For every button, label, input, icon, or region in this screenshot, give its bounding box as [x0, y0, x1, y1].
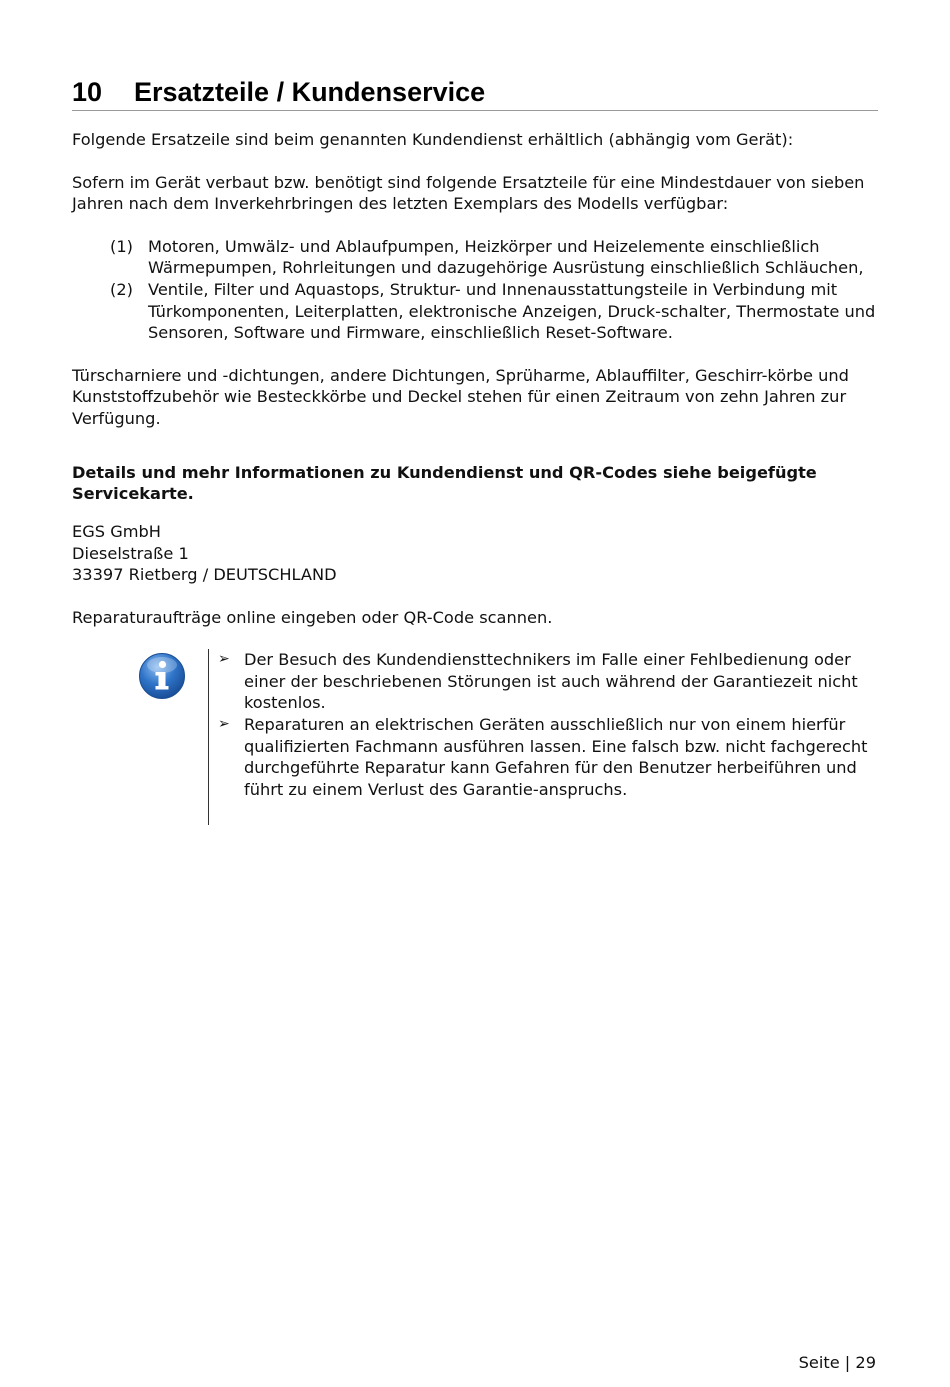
parts-list: [72, 236, 878, 344]
info-item-text: Reparaturen an elektrischen Geräten ausschließlich nur von einem hierfür qualifizierten Fachmann ausführen lassen. Eine falsch bzw. nicht fachgerecht durchgeführte Reparatur kann Gefahren für den Benutzer herbeiführen und führt zu einem Verlust des Garantie-anspruchs.: [244, 715, 868, 799]
info-list-item: [218, 649, 878, 714]
ten-years-paragraph: Türscharniere und -dichtungen, andere Dichtungen, Sprüharme, Ablauffilter, Geschirr-körbe und Kunststoffzubehör wie Besteckkörbe und Deckel stehen für einen Zeitraum von zehn Jahren zur Verfügung.: [72, 365, 849, 428]
info-divider: [208, 649, 209, 825]
address-street: Dieselstraße 1: [72, 543, 189, 563]
section-title: Ersatzteile / Kundenservice: [134, 77, 486, 107]
info-item-text: Der Besuch des Kundendiensttechnikers im Falle einer Fehlbedienung oder einer der beschriebenen Störungen ist auch während der Garantiezeit nicht kostenlos.: [244, 650, 858, 713]
list-item-text: Motoren, Umwälz- und Ablaufpumpen, Heizkörper und Heizelemente einschließlich Wärmepumpen, Rohrleitungen und dazugehörige Ausrüstung einschließlich Schläuchen,: [148, 236, 864, 278]
arrow-bullet-icon: ➢: [218, 716, 230, 733]
document-page: [72, 0, 878, 825]
section-number: 10: [72, 77, 103, 107]
address-city: 33397 Rietberg / DEUTSCHLAND: [72, 565, 337, 585]
page-footer: Seite | 29: [798, 1353, 876, 1372]
availability-paragraph: Sofern im Gerät verbaut bzw. benötigt sind folgende Ersatzteile für eine Mindestdauer von sieben Jahren nach dem Inverkehrbringen des letzten Exemplars des Modells verfügbar:: [72, 172, 865, 214]
list-item: [72, 236, 878, 279]
arrow-bullet-icon: ➢: [218, 651, 230, 668]
list-item-text: Ventile, Filter und Aquastops, Struktur- und Innenausstattungsteile in Verbindung mit Türkomponenten, Leiterplatten, elektronische Anzeigen, Druck-schalter, Thermostate und Sensoren, Software und Firmware, einschließlich Reset-Software.: [148, 279, 876, 343]
details-bold-paragraph: Details und mehr Informationen zu Kundendienst und QR-Codes siehe beigefügte Servicekarte.: [72, 462, 817, 504]
info-list: [218, 649, 878, 800]
address-block: [72, 521, 878, 586]
address-company: EGS GmbH: [72, 521, 161, 541]
info-box: [72, 649, 878, 825]
intro-paragraph: Folgende Ersatzeile sind beim genannten Kundendienst erhältlich (abhängig vom Gerät):: [72, 130, 794, 149]
list-item-label: (2): [110, 279, 133, 299]
section-heading: [72, 70, 878, 111]
info-icon: [138, 652, 186, 700]
repair-online-paragraph: Reparaturaufträge online eingeben oder QR-Code scannen.: [72, 607, 553, 627]
list-item: [72, 279, 878, 344]
list-item-label: (1): [110, 236, 133, 256]
info-list-item: [218, 714, 878, 800]
